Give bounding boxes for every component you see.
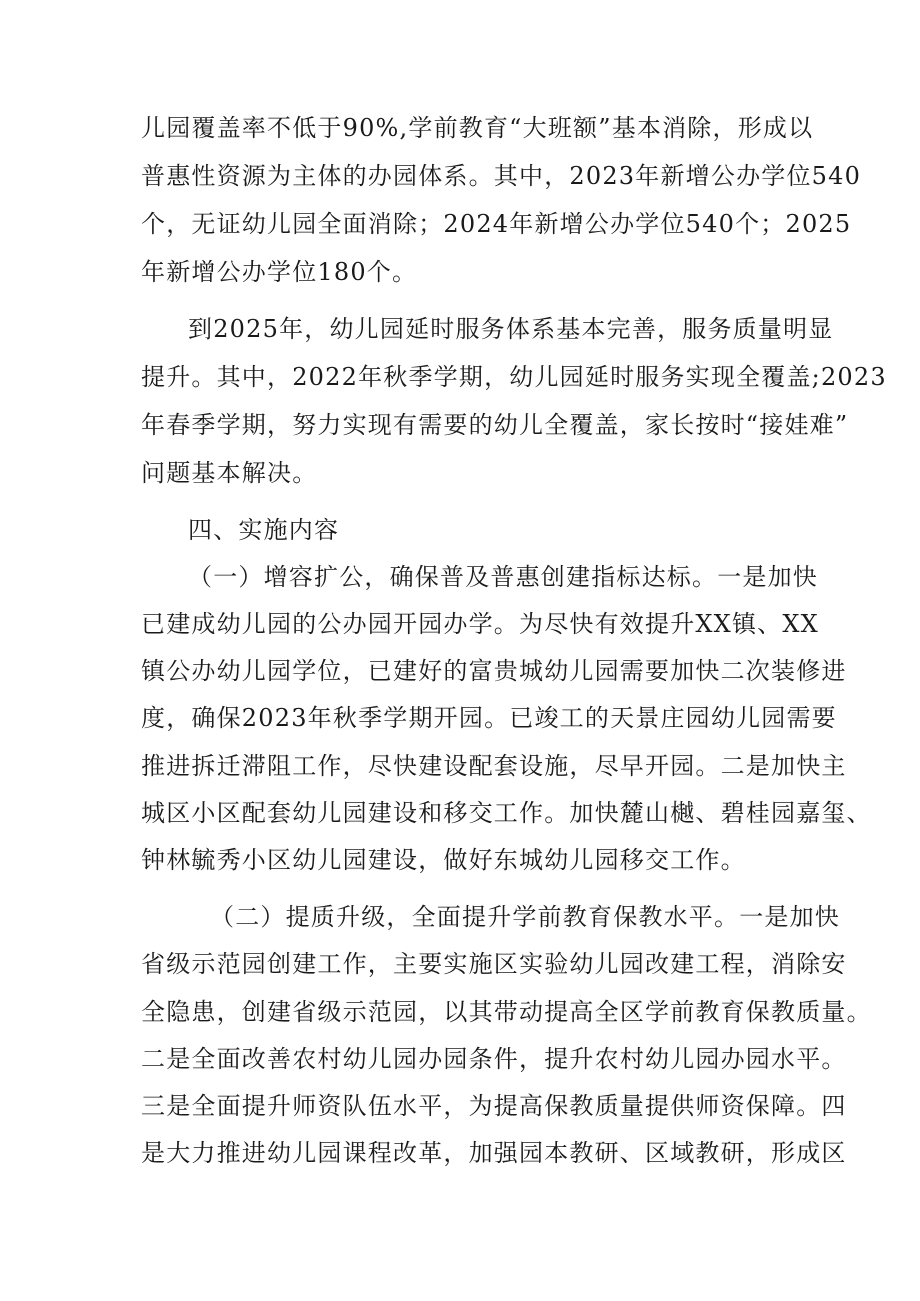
text-line-15: 城区小区配套幼儿园建设和移交工作。加快麓山樾、碧桂园嘉玺、 [141,799,872,827]
text-line-21: 三是全面提升师资队伍水平，为提高保教质量提供师资保障。四 [141,1092,847,1120]
section-heading: 四、实施内容 [188,516,340,544]
text-line-6: 提升。其中，2022年秋季学期，幼儿园延时服务实现全覆盖;2023 [141,363,887,391]
text-line-11: 已建成幼儿园的公办园开园办学。为尽快有效提升XX镇、XX [141,610,819,638]
text-line-4: 年新增公办学位180个。 [141,258,418,286]
text-line-1: 儿园覆盖率不低于90%,学前教育“大班额”基本消除，形成以 [141,114,814,142]
text-line-12: 镇公办幼儿园学位，已建好的富贵城幼儿园需要加快二次装修进 [141,657,847,685]
paragraph-line-10: （一）增容扩公，确保普及普惠创建指标达标。一是加快 [188,563,818,591]
text-line-18: 省级示范园创建工作，主要实施区实验幼儿园改建工程，消除安 [141,950,847,978]
text-line-8: 问题基本解决。 [141,459,318,487]
paragraph-line-5: 到2025年，幼儿园延时服务体系基本完善，服务质量明显 [188,315,834,343]
text-line-3: 个，无证幼儿园全面消除；2024年新增公办学位540个；2025 [141,210,852,238]
text-line-16: 钟林毓秀小区幼儿园建设，做好东城幼儿园移交工作。 [141,846,746,874]
paragraph-line-17: （二）提质升级，全面提升学前教育保教水平。一是加快 [210,903,840,931]
text-line-2: 普惠性资源为主体的办园体系。其中，2023年新增公办学位540 [141,162,862,190]
text-line-19: 全隐患，创建省级示范园，以其带动提高全区学前教育保教质量。 [141,998,872,1026]
text-line-7: 年春季学期，努力实现有需要的幼儿全覆盖，家长按时“接娃难” [141,411,849,439]
text-line-14: 推进拆迁滞阻工作，尽快建设配套设施，尽早开园。二是加快主 [141,752,847,780]
text-line-22: 是大力推进幼儿园课程改革，加强园本教研、区域教研，形成区 [141,1139,847,1167]
text-line-13: 度，确保2023年秋季学期开园。已竣工的天景庄园幼儿园需要 [141,704,837,732]
text-line-20: 二是全面改善农村幼儿园办园条件，提升农村幼儿园办园水平。 [141,1045,847,1073]
